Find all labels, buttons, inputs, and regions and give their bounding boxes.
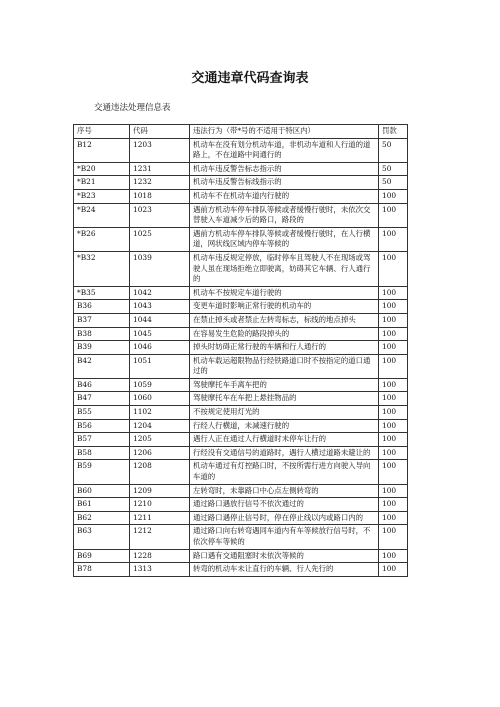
code-cell: 1231 (130, 162, 190, 176)
table-row (74, 446, 408, 460)
code-cell: 1211 (130, 511, 190, 525)
code-cell: 1206 (130, 446, 190, 460)
serial-cell: B62 (74, 511, 130, 525)
violation-cell: 机动车违反警告标线指示的 (190, 176, 379, 190)
fine-cell: 100 (379, 251, 408, 286)
serial-cell: B56 (74, 419, 130, 433)
table-row (74, 203, 408, 227)
fine-cell: 100 (379, 189, 408, 203)
serial-cell: B37 (74, 313, 130, 327)
fine-cell: 100 (379, 286, 408, 300)
header-violation: 违法行为（带*号的不适用于特区内） (190, 125, 379, 139)
fine-cell: 100 (379, 378, 408, 392)
violation-cell: 转弯的机动车未让直行的车辆、行人先行的 (190, 563, 379, 577)
code-cell: 1210 (130, 498, 190, 512)
code-cell: 1205 (130, 433, 190, 447)
serial-cell: *B23 (74, 189, 130, 203)
violation-cell: 路口遇有交通阻塞时未依次等候的 (190, 549, 379, 563)
serial-cell: B69 (74, 549, 130, 563)
table-row (74, 378, 408, 392)
serial-cell: *B32 (74, 251, 130, 286)
violation-cell: 在禁止掉头或者禁止左转弯标志，标线的地点掉头 (190, 313, 379, 327)
fine-cell: 100 (379, 419, 408, 433)
code-cell: 1102 (130, 406, 190, 420)
table-row (74, 341, 408, 355)
fine-cell: 100 (379, 484, 408, 498)
code-cell: 1059 (130, 378, 190, 392)
code-cell: 1313 (130, 563, 190, 577)
violation-cell: 机动车在没有划分机动车道，非机动车道和人行道的道路上，不在道路中间通行的 (190, 138, 379, 162)
violation-cell: 机动车不在机动车道内行驶的 (190, 189, 379, 203)
violation-cell: 机动车载运超限物品行经铁路道口时不按指定的道口通过的 (190, 354, 379, 378)
table-row (74, 286, 408, 300)
serial-cell: *B26 (74, 227, 130, 251)
fine-cell: 100 (379, 511, 408, 525)
code-cell: 1023 (130, 203, 190, 227)
code-cell: 1209 (130, 484, 190, 498)
violation-cell: 通过路口向右转弯遇同车道内有车等候放行信号时，不依次停车等候的 (190, 525, 379, 549)
code-cell: 1203 (130, 138, 190, 162)
violation-cell: 不按规定使用灯光的 (190, 406, 379, 420)
table-row (74, 406, 408, 420)
table-row (74, 460, 408, 484)
table-row (74, 138, 408, 162)
table-row (74, 392, 408, 406)
violation-cell: 左转弯时，未靠路口中心点左侧转弯的 (190, 484, 379, 498)
violation-cell: 遇前方机动车停车排队等候或者缓慢行驶时，未依次交替驶入车道减少后的路口，路段的 (190, 203, 379, 227)
code-cell: 1046 (130, 341, 190, 355)
code-cell: 1039 (130, 251, 190, 286)
fine-cell: 50 (379, 176, 408, 190)
table-row (74, 162, 408, 176)
serial-cell: B38 (74, 327, 130, 341)
code-cell: 1045 (130, 327, 190, 341)
table-header-row (74, 125, 408, 139)
fine-cell: 100 (379, 549, 408, 563)
violation-cell: 变更车道时影响正常行驶的机动车的 (190, 300, 379, 314)
table-row (74, 563, 408, 577)
violation-cell: 驾驶摩托车手离车把的 (190, 378, 379, 392)
serial-cell: B46 (74, 378, 130, 392)
table-row (74, 227, 408, 251)
violation-table (73, 124, 408, 577)
table-row (74, 300, 408, 314)
serial-cell: B57 (74, 433, 130, 447)
fine-cell: 100 (379, 354, 408, 378)
violation-cell: 遇前方机动车停车排队等候或者缓慢行驶时，在人行横道，网状线区域内停车等候的 (190, 227, 379, 251)
code-cell: 1042 (130, 286, 190, 300)
fine-cell: 100 (379, 341, 408, 355)
serial-cell: B78 (74, 563, 130, 577)
violation-cell: 机动车违反规定停放，临时停车且驾驶人不在现场或驾驶人虽在现场拒绝立即驶离，妨碍其它车辆、行人通行的 (190, 251, 379, 286)
header-fine: 罚款 (379, 125, 408, 139)
code-cell: 1051 (130, 354, 190, 378)
fine-cell: 100 (379, 525, 408, 549)
fine-cell: 100 (379, 300, 408, 314)
serial-cell: B12 (74, 138, 130, 162)
violation-cell: 遇行人正在通过人行横道时未停车让行的 (190, 433, 379, 447)
violation-cell: 机动车违反警告标志指示的 (190, 162, 379, 176)
code-cell: 1212 (130, 525, 190, 549)
code-cell: 1043 (130, 300, 190, 314)
violation-cell: 机动车通过有灯控路口时，不按所需行进方向驶入导向车道的 (190, 460, 379, 484)
page-title: 交通违章代码查询表 (191, 71, 309, 86)
serial-cell: *B20 (74, 162, 130, 176)
table-row (74, 189, 408, 203)
violation-cell: 通过路口遇放行信号不依次通过的 (190, 498, 379, 512)
violation-cell: 机动车不按规定车道行驶的 (190, 286, 379, 300)
serial-cell: B63 (74, 525, 130, 549)
fine-cell: 100 (379, 460, 408, 484)
table-row (74, 419, 408, 433)
fine-cell: 100 (379, 203, 408, 227)
fine-cell: 100 (379, 433, 408, 447)
table-body (74, 138, 408, 576)
fine-cell: 100 (379, 327, 408, 341)
fine-cell: 100 (379, 406, 408, 420)
table-row (74, 327, 408, 341)
fine-cell: 100 (379, 446, 408, 460)
code-cell: 1228 (130, 549, 190, 563)
code-cell: 1044 (130, 313, 190, 327)
serial-cell: B58 (74, 446, 130, 460)
header-serial: 序号 (74, 125, 130, 139)
table-row (74, 549, 408, 563)
fine-cell: 100 (379, 392, 408, 406)
violation-cell: 驾驶摩托车在车把上悬挂物品的 (190, 392, 379, 406)
table-row (74, 484, 408, 498)
table-row (74, 511, 408, 525)
table-row (74, 251, 408, 286)
serial-cell: B47 (74, 392, 130, 406)
header-code: 代码 (130, 125, 190, 139)
code-cell: 1204 (130, 419, 190, 433)
table-caption: 交通违法处理信息表 (94, 103, 171, 113)
violation-cell: 行经人行横道，未减速行驶的 (190, 419, 379, 433)
violation-cell: 掉头时妨碍正常行驶的车辆和行人通行的 (190, 341, 379, 355)
fine-cell: 100 (379, 563, 408, 577)
table-row (74, 354, 408, 378)
fine-cell: 100 (379, 313, 408, 327)
serial-cell: *B21 (74, 176, 130, 190)
serial-cell: B42 (74, 354, 130, 378)
serial-cell: *B35 (74, 286, 130, 300)
serial-cell: B36 (74, 300, 130, 314)
fine-cell: 100 (379, 227, 408, 251)
code-cell: 1232 (130, 176, 190, 190)
table-row (74, 498, 408, 512)
code-cell: 1060 (130, 392, 190, 406)
serial-cell: *B24 (74, 203, 130, 227)
violation-cell: 通过路口遇停止信号时，停在停止线以内或路口内的 (190, 511, 379, 525)
serial-cell: B39 (74, 341, 130, 355)
fine-cell: 50 (379, 138, 408, 162)
code-cell: 1208 (130, 460, 190, 484)
fine-cell: 50 (379, 162, 408, 176)
fine-cell: 100 (379, 498, 408, 512)
table-row (74, 433, 408, 447)
violation-cell: 在容易发生危险的路段掉头的 (190, 327, 379, 341)
serial-cell: B61 (74, 498, 130, 512)
serial-cell: B60 (74, 484, 130, 498)
code-cell: 1025 (130, 227, 190, 251)
table-row (74, 313, 408, 327)
table-row (74, 176, 408, 190)
serial-cell: B59 (74, 460, 130, 484)
violation-cell: 行经没有交通信号的道路时，遇行人横过道路未避让的 (190, 446, 379, 460)
code-cell: 1018 (130, 189, 190, 203)
serial-cell: B55 (74, 406, 130, 420)
table-row (74, 525, 408, 549)
